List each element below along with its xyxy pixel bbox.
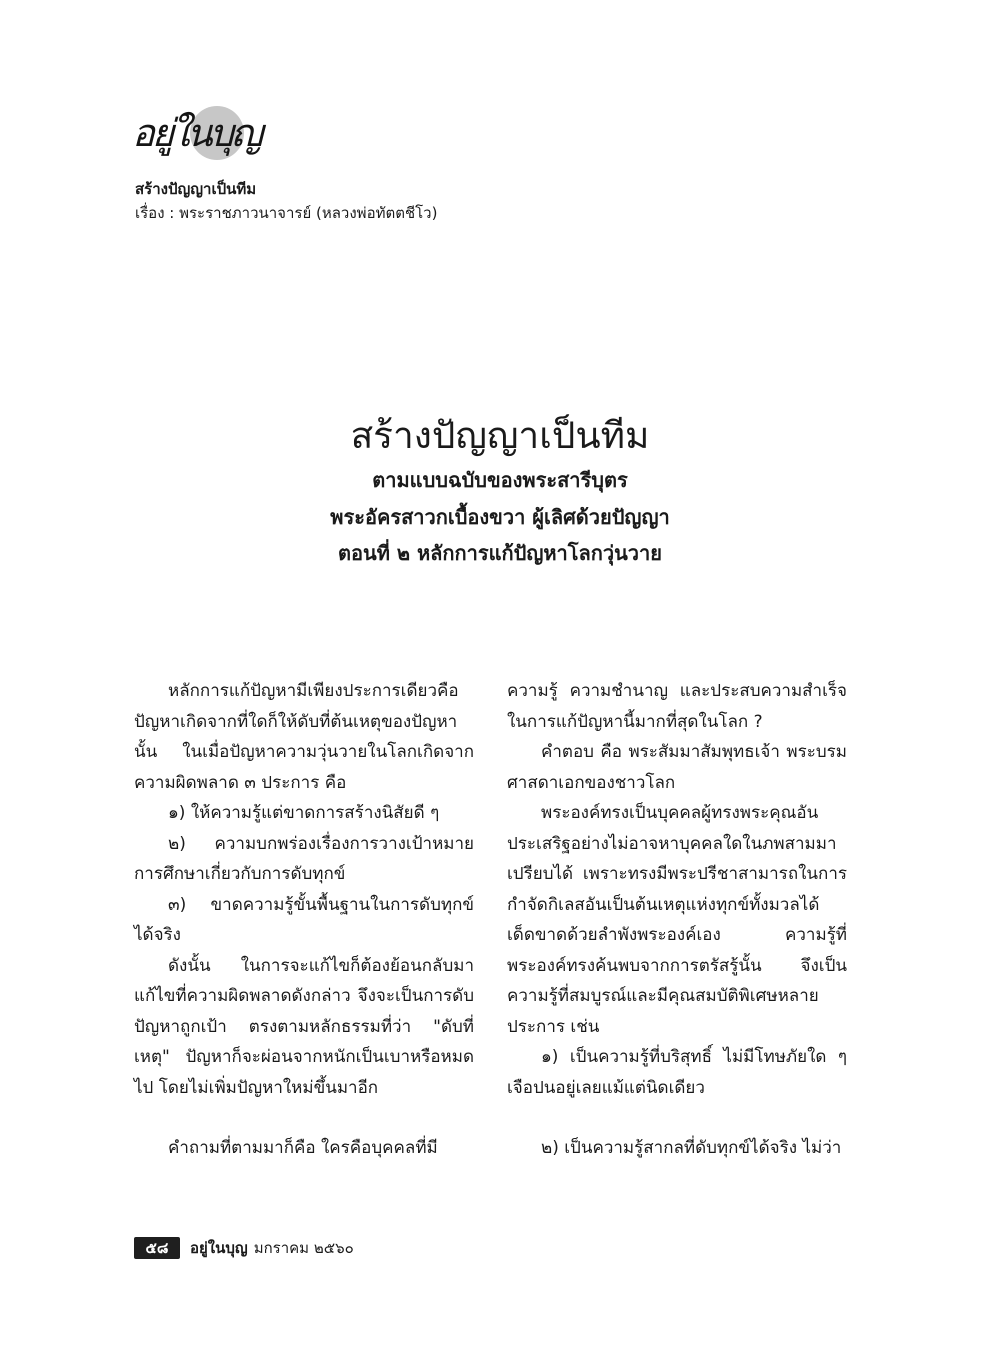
paragraph: คำถามที่ตามมาก็คือ ใครคือบุคคลที่มี <box>168 1138 438 1158</box>
article-byline: เรื่อง : พระราชภาวนาจารย์ (หลวงพ่อทัตตชีโว) <box>135 204 438 222</box>
list-item: ๑) เป็นความรู้ที่บริสุทธิ์ ไม่มีโทษภัยใด ๆ เจือปนอยู่เลยแม้แต่นิดเดียว <box>507 1047 847 1098</box>
list-item: ๑) ให้ความรู้แต่ขาดการสร้างนิสัยดี ๆ <box>168 803 440 823</box>
paragraph: ดังนั้น ในการจะแก้ไขก็ต้องย้อนกลับมาแก้ไขที่ความผิดพลาดดังกล่าว จึงจะเป็นการดับปัญหาถูกเป้า ตรงตามหลักธรรมที่ว่า "ดับที่เหตุ" ปัญหาก็จะผ่อนจากหนักเป็นเบาหรือหมดไป โดยไม่เพิ่มปัญหาใหม่ขึ้นมาอีก <box>134 955 474 1098</box>
magazine-name: อยู่ในบุญ <box>190 1239 248 1257</box>
body-column-left <box>134 676 474 1164</box>
article-subtitle-line-3: ตอนที่ ๒ หลักการแก้ปัญหาโลกวุ่นวาย <box>338 541 662 565</box>
paragraph: หลักการแก้ปัญหามีเพียงประการเดียวคือ ปัญหาเกิดจากที่ใดก็ให้ดับที่ต้นเหตุของปัญหานั้น ในเมื่อปัญหาความวุ่นวายในโลกเกิดจากความผิดพลาด ๓ ประการ คือ <box>134 681 474 793</box>
list-item: ๓) ขาดความรู้ขั้นพื้นฐานในการดับทุกข์ได้จริง <box>134 894 474 945</box>
paragraph: คำตอบ คือ พระสัมมาสัมพุทธเจ้า พระบรมศาสดาเอกของชาวโลก <box>507 742 847 793</box>
list-item: ๒) ความบกพร่องเรื่องการวางเป้าหมายการศึกษาเกี่ยวกับการดับทุกข์ <box>134 833 474 884</box>
section-title: สร้างปัญญาเป็นทีม <box>135 180 257 198</box>
issue-date: มกราคม ๒๕๖๐ <box>253 1239 354 1257</box>
page-number: ๕๘ <box>134 1237 180 1259</box>
magazine-logo <box>132 104 262 166</box>
paragraph: พระองค์ทรงเป็นบุคคลผู้ทรงพระคุณอันประเสริฐอย่างไม่อาจหาบุคคลใดในภพสามมาเปรียบได้ เพราะทรงมีพระปรีชาสามารถในการกำจัดกิเลสอันเป็นต้นเหตุแห่งทุกข์ทั้งมวลได้เด็ดขาดด้วยลำพังพระองค์เอง ความรู้ที่พระองค์ทรงค้นพบจากการตรัสรู้นั้น จึงเป็นความรู้ที่สมบูรณ์และมีคุณสมบัติพิเศษหลายประการ เช่น <box>507 803 847 1037</box>
logo-text: อยู่ในบุญ <box>132 111 261 155</box>
article-subtitle-line-2: พระอัครสาวกเบื้องขวา ผู้เลิศด้วยปัญญา <box>330 505 670 529</box>
article-subtitle-line-1: ตามแบบฉบับของพระสารีบุตร <box>372 468 628 492</box>
body-column-right <box>507 676 847 1164</box>
page-footer <box>134 1236 354 1260</box>
paragraph: ความรู้ ความชำนาญ และประสบความสำเร็จในการแก้ปัญหานี้มากที่สุดในโลก ? <box>507 681 847 732</box>
article-title: สร้างปัญญาเป็นทีม <box>350 414 650 457</box>
list-item: ๒) เป็นความรู้สากลที่ดับทุกข์ได้จริง ไม่ว่า <box>541 1138 842 1158</box>
